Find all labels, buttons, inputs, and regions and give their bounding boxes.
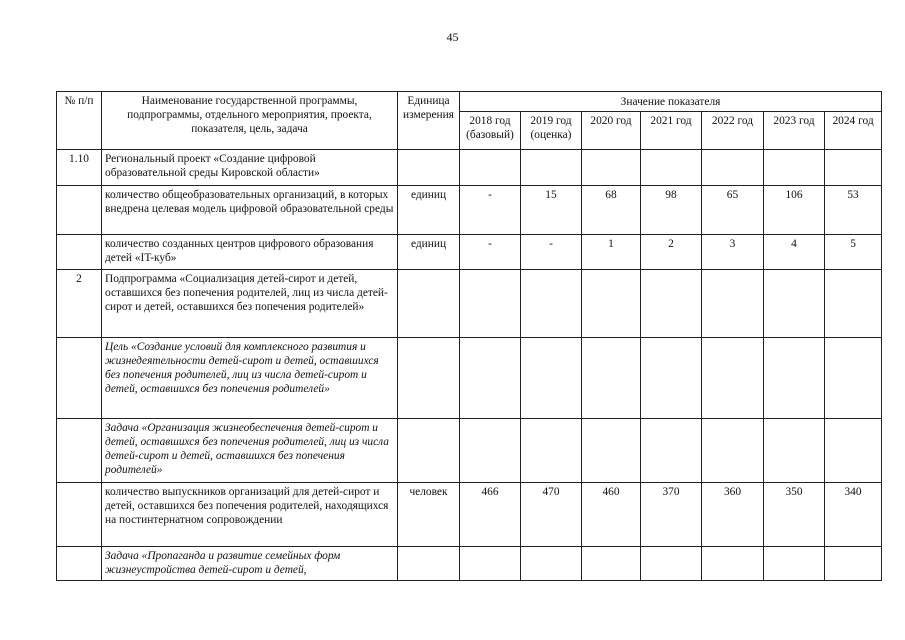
row-number (57, 419, 102, 483)
row-name: Региональный проект «Создание цифровой образовательной среды Кировской области» (102, 150, 398, 186)
row-value: 53 (825, 186, 882, 235)
row-value: 1 (582, 235, 641, 270)
table-row (57, 186, 882, 235)
row-value (641, 419, 702, 483)
row-value (521, 150, 582, 186)
row-value (521, 419, 582, 483)
row-unit: человек (398, 483, 460, 547)
table-row (57, 338, 882, 419)
row-unit: единиц (398, 235, 460, 270)
row-unit: единиц (398, 186, 460, 235)
row-value (641, 338, 702, 419)
row-unit (398, 150, 460, 186)
table-row (57, 150, 882, 186)
row-unit (398, 547, 460, 581)
header-name: Наименование государственной программы, подпрограммы, отдельного мероприятия, проекта, показателя, цель, задача (102, 92, 398, 150)
row-value (702, 150, 764, 186)
row-value: 350 (764, 483, 825, 547)
header-year: 2018 год (базовый) (460, 112, 521, 150)
row-value: 68 (582, 186, 641, 235)
row-name: количество общеобразовательных организаций, в которых внедрена целевая модель цифровой образовательной среды (102, 186, 398, 235)
row-name: Подпрограмма «Социализация детей-сирот и детей, оставшихся без попечения родителей, лиц из числа детей-сирот и детей, оставшихся без попечения родителей» (102, 270, 398, 338)
row-unit (398, 419, 460, 483)
row-number: 1.10 (57, 150, 102, 186)
header-value: Значение показателя (460, 92, 882, 112)
row-value: 15 (521, 186, 582, 235)
table-row (57, 547, 882, 581)
row-number (57, 483, 102, 547)
row-value (460, 338, 521, 419)
row-value (702, 270, 764, 338)
row-value (582, 547, 641, 581)
row-value: - (521, 235, 582, 270)
indicator-table (56, 91, 882, 581)
row-value (764, 419, 825, 483)
row-value (825, 270, 882, 338)
row-unit (398, 270, 460, 338)
row-value (825, 338, 882, 419)
header-year: 2022 год (702, 112, 764, 150)
row-value (460, 150, 521, 186)
header-num: № п/п (57, 92, 102, 150)
row-value: - (460, 186, 521, 235)
row-value (764, 270, 825, 338)
row-value (764, 547, 825, 581)
row-name: Задача «Организация жизнеобеспечения детей-сирот и детей, оставшихся без попечения родителей, лиц из числа детей-сирот и детей, оставшихся без попечения родителей» (102, 419, 398, 483)
row-number: 2 (57, 270, 102, 338)
row-value (582, 150, 641, 186)
row-value (460, 547, 521, 581)
row-value: 370 (641, 483, 702, 547)
row-value: 4 (764, 235, 825, 270)
table-row (57, 270, 882, 338)
header-year: 2023 год (764, 112, 825, 150)
header-year: 2020 год (582, 112, 641, 150)
row-value (702, 547, 764, 581)
header-year: 2024 год (825, 112, 882, 150)
table-body (57, 150, 882, 581)
header-unit: Единица измерения (398, 92, 460, 150)
row-name: Цель «Создание условий для комплексного развития и жизнедеятельности детей-сирот и детей, оставшихся без попечения родителей, лиц из числа детей-сирот и детей, оставшихся без попечения родителей» (102, 338, 398, 419)
row-value (764, 150, 825, 186)
row-unit (398, 338, 460, 419)
row-value: 65 (702, 186, 764, 235)
table-row (57, 235, 882, 270)
row-value (825, 547, 882, 581)
row-value (521, 547, 582, 581)
row-value: 2 (641, 235, 702, 270)
row-value (702, 338, 764, 419)
row-value: 470 (521, 483, 582, 547)
row-value (582, 419, 641, 483)
row-value (460, 270, 521, 338)
row-value: 340 (825, 483, 882, 547)
row-value (702, 419, 764, 483)
table-row (57, 483, 882, 547)
row-value: 360 (702, 483, 764, 547)
row-value (764, 338, 825, 419)
row-value: - (460, 235, 521, 270)
row-name: количество созданных центров цифрового образования детей «IT-куб» (102, 235, 398, 270)
row-value (641, 150, 702, 186)
row-value (521, 338, 582, 419)
row-value (641, 270, 702, 338)
page-number: 45 (446, 30, 459, 44)
row-value: 106 (764, 186, 825, 235)
row-value (825, 419, 882, 483)
header-year: 2019 год (оценка) (521, 112, 582, 150)
row-number (57, 338, 102, 419)
row-number (57, 547, 102, 581)
row-value (582, 270, 641, 338)
row-value: 460 (582, 483, 641, 547)
row-name: Задача «Пропаганда и развитие семейных форм жизнеустройства детей-сирот и детей, (102, 547, 398, 581)
row-value: 98 (641, 186, 702, 235)
row-value (460, 419, 521, 483)
row-value (582, 338, 641, 419)
row-number (57, 186, 102, 235)
row-number (57, 235, 102, 270)
row-value (521, 270, 582, 338)
header-year: 2021 год (641, 112, 702, 150)
row-value (825, 150, 882, 186)
table-row (57, 419, 882, 483)
row-name: количество выпускников организаций для детей-сирот и детей, оставшихся без попечения родителей, находящихся на постинтернатном сопровождении (102, 483, 398, 547)
row-value: 3 (702, 235, 764, 270)
row-value: 5 (825, 235, 882, 270)
row-value (641, 547, 702, 581)
row-value: 466 (460, 483, 521, 547)
